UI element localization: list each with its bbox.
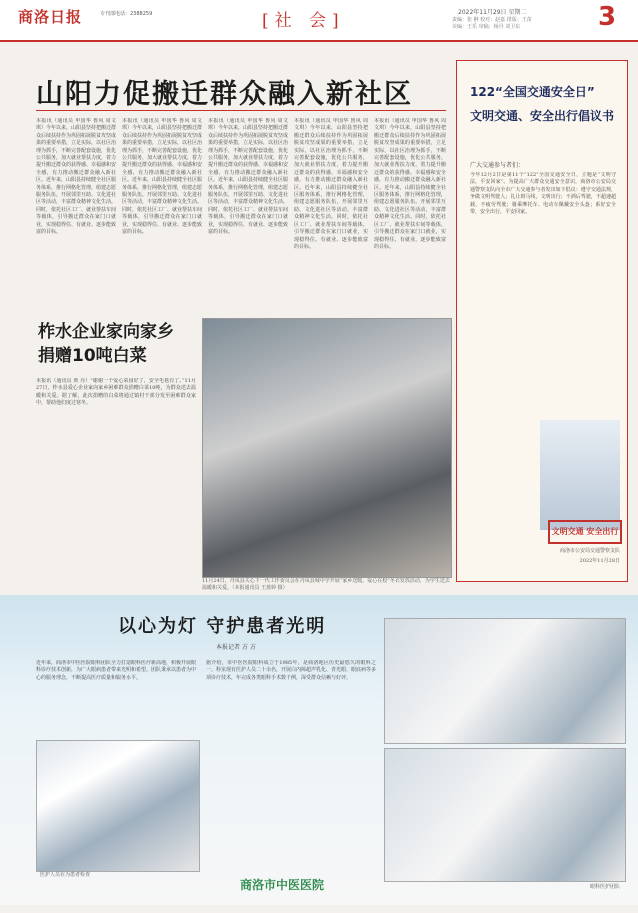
page-number: 3	[598, 2, 617, 32]
story1-col-1: 本报讯（通讯员 申国华 鲁风 周文琪）今年以来，山阳县坚持把搬迁群众后续扶持作为巩固拓展脱贫攻坚成果的重要举措，立足实际，以社区治理为抓手，不断完善配套设施，优化公共服务，加大就业帮扶力度，着力提升搬迁群众的获得感、幸福感和安全感，有力推动搬迁群众融入新社区。近年来，山阳县持续健全社区服务体系，推行网格化管理，组建志愿服务队伍，开展邻里互助、文化进社区等活动，丰富群众精神文化生活。同时，依托社区工厂、就业帮扶车间等载体，引导搬迁群众在家门口就业，实现稳得住、有就业、逐步能致富的目标。	[36, 118, 116, 236]
sidebar-date: 2022年11月28日	[579, 558, 620, 564]
issue-date: 2022年11月29日 星期二	[458, 9, 527, 16]
editor-line-2: 美编：王乐 审稿：杨丹 刘卫东	[452, 24, 521, 30]
sidebar-title	[470, 80, 614, 128]
story2-headline	[38, 320, 174, 368]
photo1-caption: 11月24日，丹凤县关心下一代工作委员会在丹凤县城中学开展“家乡送暖，爱心在校”冬衣发放活动，为学生送去温暖和关爱。（本报通讯员 王蓝婷 摄）	[202, 578, 450, 591]
editor-line-1: 责编：张 翀 校对：赵嘉 排版：王苗	[452, 17, 532, 23]
story1-rule	[36, 110, 446, 111]
story2-body: 本报讯（通讯员 黄 丹）“谢谢一个爱心菜园好了，安全毛毯有了。”11月27日，柞水县爱心企业家向家乡困难群众捐赠白菜10吨，为群众送去温暖和关爱。据了解，此次捐赠的白菜将通过镇村干部分发至困难群众家中，帮助他们度过寒冬。	[36, 378, 196, 407]
eye-exam-caption: 医护人员在为患者检查	[40, 872, 91, 878]
story1-col-3: 本报讯（通讯员 申国华 鲁风 周文琪）今年以来，山阳县坚持把搬迁群众后续扶持作为巩固拓展脱贫攻坚成果的重要举措，立足实际，以社区治理为抓手，不断完善配套设施，优化公共服务，加大就业帮扶力度，着力提升搬迁群众的获得感、幸福感和安全感，有力推动搬迁群众融入新社区。近年来，山阳县持续健全社区服务体系，推行网格化管理，组建志愿服务队伍，开展邻里互助、文化进社区等活动，丰富群众精神文化生活。同时，依托社区工厂、就业帮扶车间等载体，引导搬迁群众在家门口就业，实现稳得住、有就业、逐步能致富的目标。	[208, 118, 288, 236]
section-label: [社 会]	[262, 11, 345, 31]
story1-headline: 山阳力促搬迁群众融入新社区	[36, 79, 413, 110]
sidebar-title-line-2: 文明交通、安全出行倡议书	[470, 109, 615, 123]
students-winter-clothes-photo	[202, 318, 452, 578]
sidebar-title-line-1: 122“全国交通安全日”	[470, 85, 595, 99]
newspaper-brand: 商洛日报	[18, 8, 83, 26]
team-caption: 眼科医护团队	[589, 884, 620, 890]
hospital-logo: 商洛市中医医院	[240, 878, 325, 892]
story3-byline: 本报记者 方 方	[216, 644, 256, 651]
story1-col-4: 本报讯（通讯员 申国华 鲁风 周文琪）今年以来，山阳县坚持把搬迁群众后续扶持作为巩固拓展脱贫攻坚成果的重要举措，立足实际，以社区治理为抓手，不断完善配套设施，优化公共服务，加大就业帮扶力度，着力提升搬迁群众的获得感、幸福感和安全感，有力推动搬迁群众融入新社区。近年来，山阳县持续健全社区服务体系，推行网格化管理，组建志愿服务队伍，开展邻里互助、文化进社区等活动，丰富群众精神文化生活。同时，依托社区工厂、就业帮扶车间等载体，引导搬迁群众在家门口就业，实现稳得住、有就业、逐步能致富的目标。	[294, 118, 368, 250]
safety-stamp: 文明交通 安全出行	[548, 520, 622, 544]
story2-headline-line-1: 柞水企业家向家乡	[38, 322, 174, 342]
story2-headline-line-2: 捐赠10吨白菜	[38, 346, 147, 366]
story3-body-right: 据介绍，市中医医院眼科成立于1985年，是商洛地区历史最悠久的眼科之一。科室现有医护人员二十余名，开展白内障超声乳化、青光眼、眼底病等多项诊疗技术，年完成各类眼科手术数千例，深受群众信赖与好评。	[206, 660, 376, 681]
story3-body-left: 近年来，商洛市中医医院眼科团队全力打造眼科医疗新高地，积极开展眼科诊疗技术创新，为广大眼病患者带来光明和希望。团队秉承以患者为中心的服务理念，不断提高医疗质量和服务水平。	[36, 660, 196, 681]
editor-credits	[452, 17, 532, 31]
surgery-photo	[384, 748, 626, 882]
sidebar-signature: 商洛市公安局交通警察支队	[559, 548, 620, 554]
hotline: 专刊部电话：2388259	[100, 11, 153, 17]
medical-team-photo	[384, 618, 626, 744]
sidebar-salutation: 广大交通参与者们：	[470, 162, 525, 169]
traffic-police-illustration	[540, 420, 620, 530]
story1-col-2: 本报讯（通讯员 申国华 鲁风 周文琪）今年以来，山阳县坚持把搬迁群众后续扶持作为巩固拓展脱贫攻坚成果的重要举措，立足实际，以社区治理为抓手，不断完善配套设施，优化公共服务，加大就业帮扶力度，着力提升搬迁群众的获得感、幸福感和安全感，有力推动搬迁群众融入新社区。近年来，山阳县持续健全社区服务体系，推行网格化管理，组建志愿服务队伍，开展邻里互助、文化进社区等活动，丰富群众精神文化生活。同时，依托社区工厂、就业帮扶车间等载体，引导搬迁群众在家门口就业，实现稳得住、有就业、逐步能致富的目标。	[122, 118, 202, 236]
eye-exam-photo	[36, 740, 200, 872]
story1-col-5: 本报讯（通讯员 申国华 鲁风 周文琪）今年以来，山阳县坚持把搬迁群众后续扶持作为巩固拓展脱贫攻坚成果的重要举措，立足实际，以社区治理为抓手，不断完善配套设施，优化公共服务，加大就业帮扶力度，着力提升搬迁群众的获得感、幸福感和安全感，有力推动搬迁群众融入新社区。近年来，山阳县持续健全社区服务体系，推行网格化管理，组建志愿服务队伍，开展邻里互助、文化进社区等活动，丰富群众精神文化生活。同时，依托社区工厂、就业帮扶车间等载体，引导搬迁群众在家门口就业，实现稳得住、有就业、逐步能致富的目标。	[374, 118, 446, 250]
sidebar-body: 今年12月2日是第11个“122”全国交通安全日，主题是“文明守法，平安回家”。为提高广大群众交通安全意识，商洛市公安局交通警察支队向全市广大交通参与者发出如下倡议：遵守交通法规，争做文明驾驶人；礼让斑马线，文明出行；不酒后驾驶，不超速超载，不疲劳驾驶；骑乘摩托车、电动车佩戴安全头盔；系好安全带，安全出行，平安回家。	[470, 172, 616, 216]
story3-headline: 以心为灯 守护患者光明	[118, 616, 327, 637]
